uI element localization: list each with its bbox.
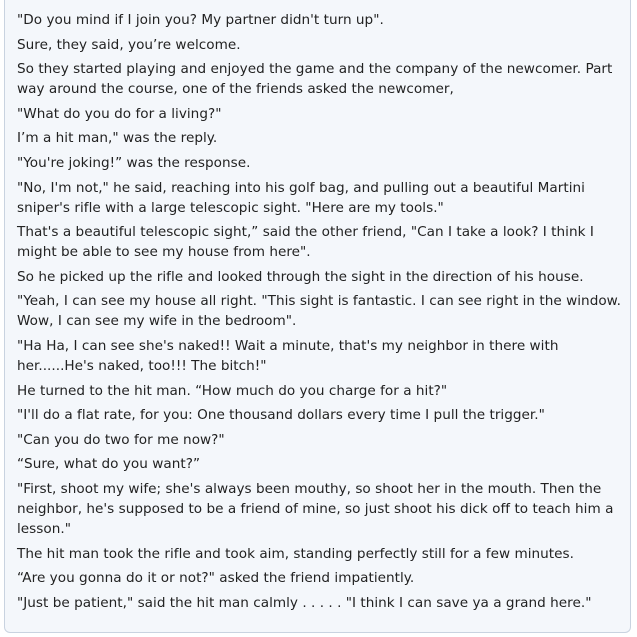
story-paragraph: "What do you do for a living?" <box>17 105 222 122</box>
story-paragraph: "Do you mind if I join you? My partner didn't turn up". <box>17 12 384 28</box>
story-paragraph: I’m a hit man," was the reply. <box>17 130 218 147</box>
story-paragraph: "Ha Ha, I can see she's naked!! Wait a minute, that's my neighbor in there with her......He's naked, too!!! The bitch!" <box>17 337 559 374</box>
story-paragraph: He turned to the hit man. “How much do you charge for a hit?" <box>17 382 448 399</box>
story-paragraph: "Can you do two for me now?" <box>17 431 225 448</box>
story-paragraph: "Yeah, I can see my house all right. "This sight is fantastic. I can see right in the window. Wow, I can see my wife in the bedroom". <box>17 293 621 330</box>
story-paragraph: "No, I'm not," he said, reaching into his golf bag, and pulling out a beautiful Martini sniper's rifle with a large telescopic sight. "Here are my tools." <box>17 179 585 216</box>
story-paragraph: "Just be patient," said the hit man calmly . . . . . "I think I can save ya a grand here." <box>17 594 592 611</box>
story-paragraph: "First, shoot my wife; she's always been mouthy, so shoot her in the mouth. Then the neighbor, he's supposed to be a friend of mine, so just shoot his dick off to teach him a lesson." <box>17 480 614 537</box>
story-panel <box>4 0 631 633</box>
story-paragraph: So they started playing and enjoyed the game and the company of the newcomer. Part way around the course, one of the friends asked the newcomer, <box>17 61 613 98</box>
story-paragraph: "You're joking!” was the response. <box>17 154 251 171</box>
story-paragraph: Sure, they said, you’re welcome. <box>17 36 241 53</box>
story-paragraph: So he picked up the rifle and looked through the sight in the direction of his house. <box>17 268 584 285</box>
story-paragraph: “Are you gonna do it or not?" asked the friend impatiently. <box>17 570 415 587</box>
story-paragraph: The hit man took the rifle and took aim, standing perfectly still for a few minutes. <box>17 545 574 562</box>
story-paragraph: “Sure, what do you want?” <box>17 456 201 473</box>
story-paragraph: That's a beautiful telescopic sight,” said the other friend, "Can I take a look? I think I might be able to see my house from here". <box>17 224 594 261</box>
story-paragraph: "I'll do a flat rate, for you: One thousand dollars every time I pull the trigger." <box>17 407 545 424</box>
